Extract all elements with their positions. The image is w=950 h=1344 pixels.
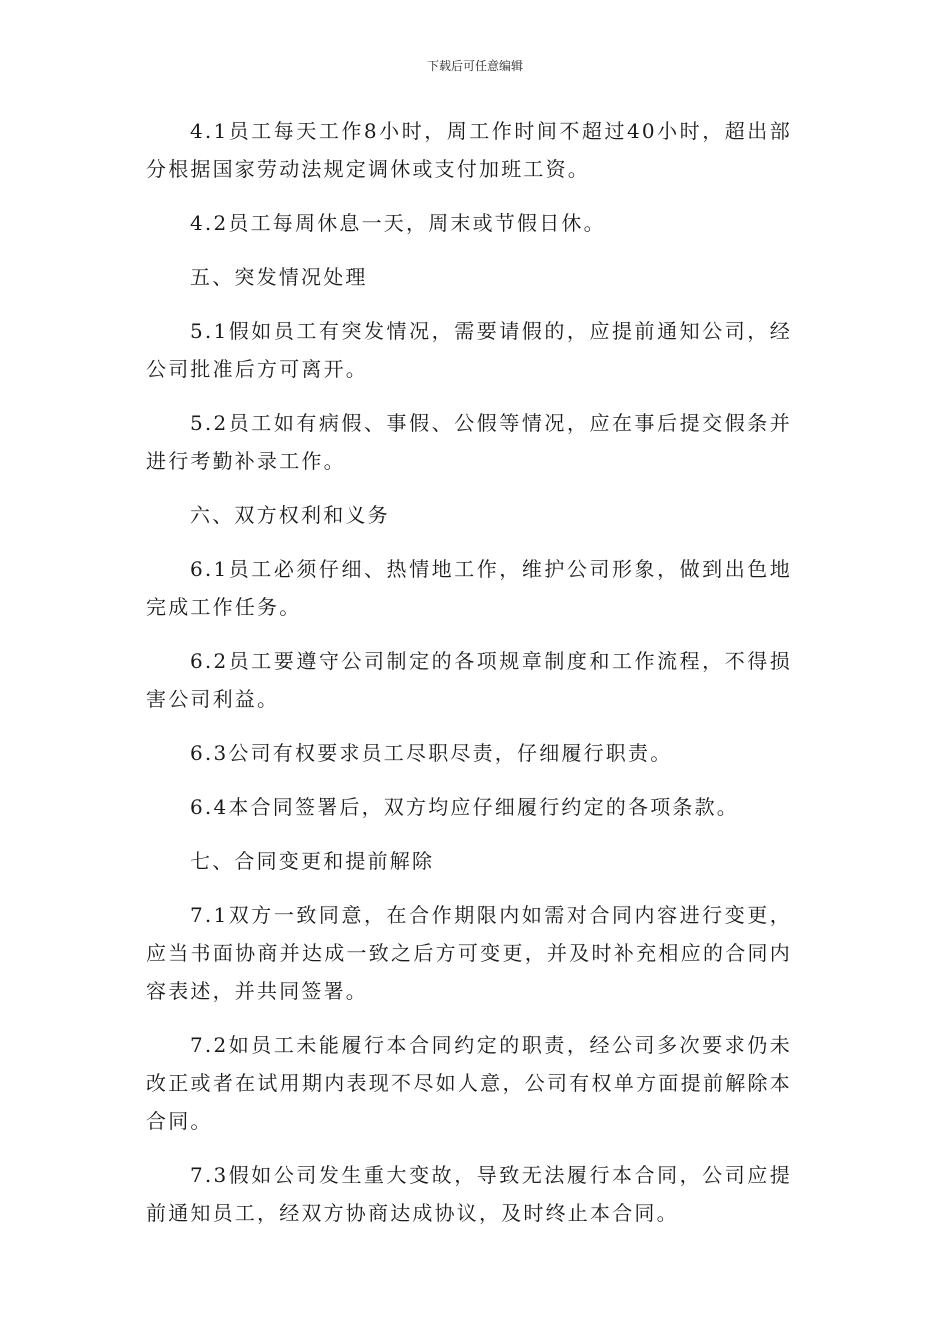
clause-7-2: 7.2如员工未能履行本合同约定的职责，经公司多次要求仍未改正或者在试用期内表现不尽如人意，公司有权单方面提前解除本合同。 (146, 1033, 792, 1133)
clause-7-1: 7.1双方一致同意，在合作期限内如需对合同内容进行变更，应当书面协商并达成一致之后方可变更，并及时补充相应的合同内容表述，并共同签署。 (146, 903, 792, 1003)
clause-6-2: 6.2员工要遵守公司制定的各项规章制度和工作流程，不得损害公司利益。 (146, 649, 792, 711)
clause-5-2: 5.2员工如有病假、事假、公假等情况，应在事后提交假条并进行考勤补录工作。 (146, 411, 792, 473)
section-heading-5: 五、突发情况处理 (190, 265, 368, 289)
clause-5-1: 5.1假如员工有突发情况，需要请假的，应提前通知公司，经公司批准后方可离开。 (146, 319, 792, 381)
clause-6-1: 6.1员工必须仔细、热情地工作，维护公司形象，做到出色地完成工作任务。 (146, 557, 792, 619)
clause-6-3: 6.3公司有权要求员工尽职尽责，仔细履行职责。 (190, 741, 673, 765)
clause-4-2: 4.2员工每周休息一天，周末或节假日休。 (190, 211, 606, 235)
page-header-note: 下载后可任意编辑 (426, 59, 523, 73)
document-body (146, 112, 792, 1248)
clause-6-4: 6.4本合同签署后，双方均应仔细履行约定的各项条款。 (190, 795, 740, 819)
clause-7-3: 7.3假如公司发生重大变故，导致无法履行本合同，公司应提前通知员工，经双方协商达成协议，及时终止本合同。 (146, 1163, 792, 1225)
section-heading-7: 七、合同变更和提前解除 (190, 849, 435, 873)
clause-4-1: 4.1员工每天工作8小时，周工作时间不超过40小时，超出部分根据国家劳动法规定调休或支付加班工资。 (146, 119, 792, 181)
section-heading-6: 六、双方权利和义务 (190, 503, 390, 527)
